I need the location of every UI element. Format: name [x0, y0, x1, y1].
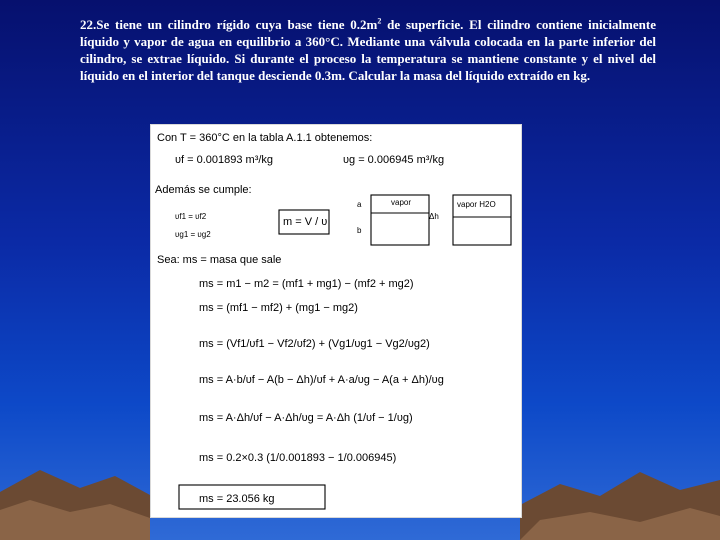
tank-diagram-left: [357, 195, 429, 245]
problem-statement: 22.Se tiene un cilindro rígido cuya base tiene $0.2m^2$ de superficie. El cilindro contiene inicialmente líquido y vapor de agua en equilibrio a 360°C. Mediante una válvula colocada en la parte inferior del cilindro, se extrae líquido. Si durante el proceso la temperatura se mantiene constante y el nivel del líquido en el interior del tanque desciende 0.3m. Calcular la masa del líquido extraído en kg.: [80, 16, 656, 83]
vg-value: υg = 0.006945 m³/kg: [343, 154, 445, 166]
svg-text:a: a: [357, 200, 362, 209]
ademas-heading: Además se cumple:: [155, 184, 252, 196]
condition-vf: υf1 = υf2: [175, 212, 207, 221]
final-result: ms = 23.056 kg: [199, 493, 275, 505]
equation-2: ms = (mf1 − mf2) + (mg1 − mg2): [199, 302, 358, 314]
vf-value: υf = 0.001893 m³/kg: [175, 154, 274, 166]
tank-diagram-right: [429, 195, 511, 245]
svg-text:Δh: Δh: [429, 212, 439, 221]
equation-3: ms = (Vf1/υf1 − Vf2/υf2) + (Vg1/υg1 − Vg2/υg2): [199, 338, 430, 350]
condition-vg: υg1 = υg2: [175, 230, 211, 239]
mass-relation: m = V / υ: [283, 216, 328, 228]
sea-definition: Sea: ms = masa que sale: [157, 254, 282, 266]
svg-text:vapor H2O: vapor H2O: [457, 200, 496, 209]
equation-6: ms = 0.2×0.3 (1/0.001893 − 1/0.006945): [199, 452, 397, 464]
svg-text:b: b: [357, 226, 362, 235]
svg-text:vapor: vapor: [391, 198, 412, 207]
handwritten-solution-sheet: [150, 124, 522, 518]
equation-1: ms = m1 − m2 = (mf1 + mg1) − (mf2 + mg2): [199, 278, 414, 290]
table-lookup-line: Con T = 360°C en la tabla A.1.1 obtenemos:: [157, 132, 373, 144]
equation-5: ms = A·Δh/υf − A·Δh/υg = A·Δh (1/υf − 1/υg): [199, 412, 413, 424]
equation-4: ms = A·b/υf − A(b − Δh)/υf + A·a/υg − A(a + Δh)/υg: [199, 374, 444, 386]
